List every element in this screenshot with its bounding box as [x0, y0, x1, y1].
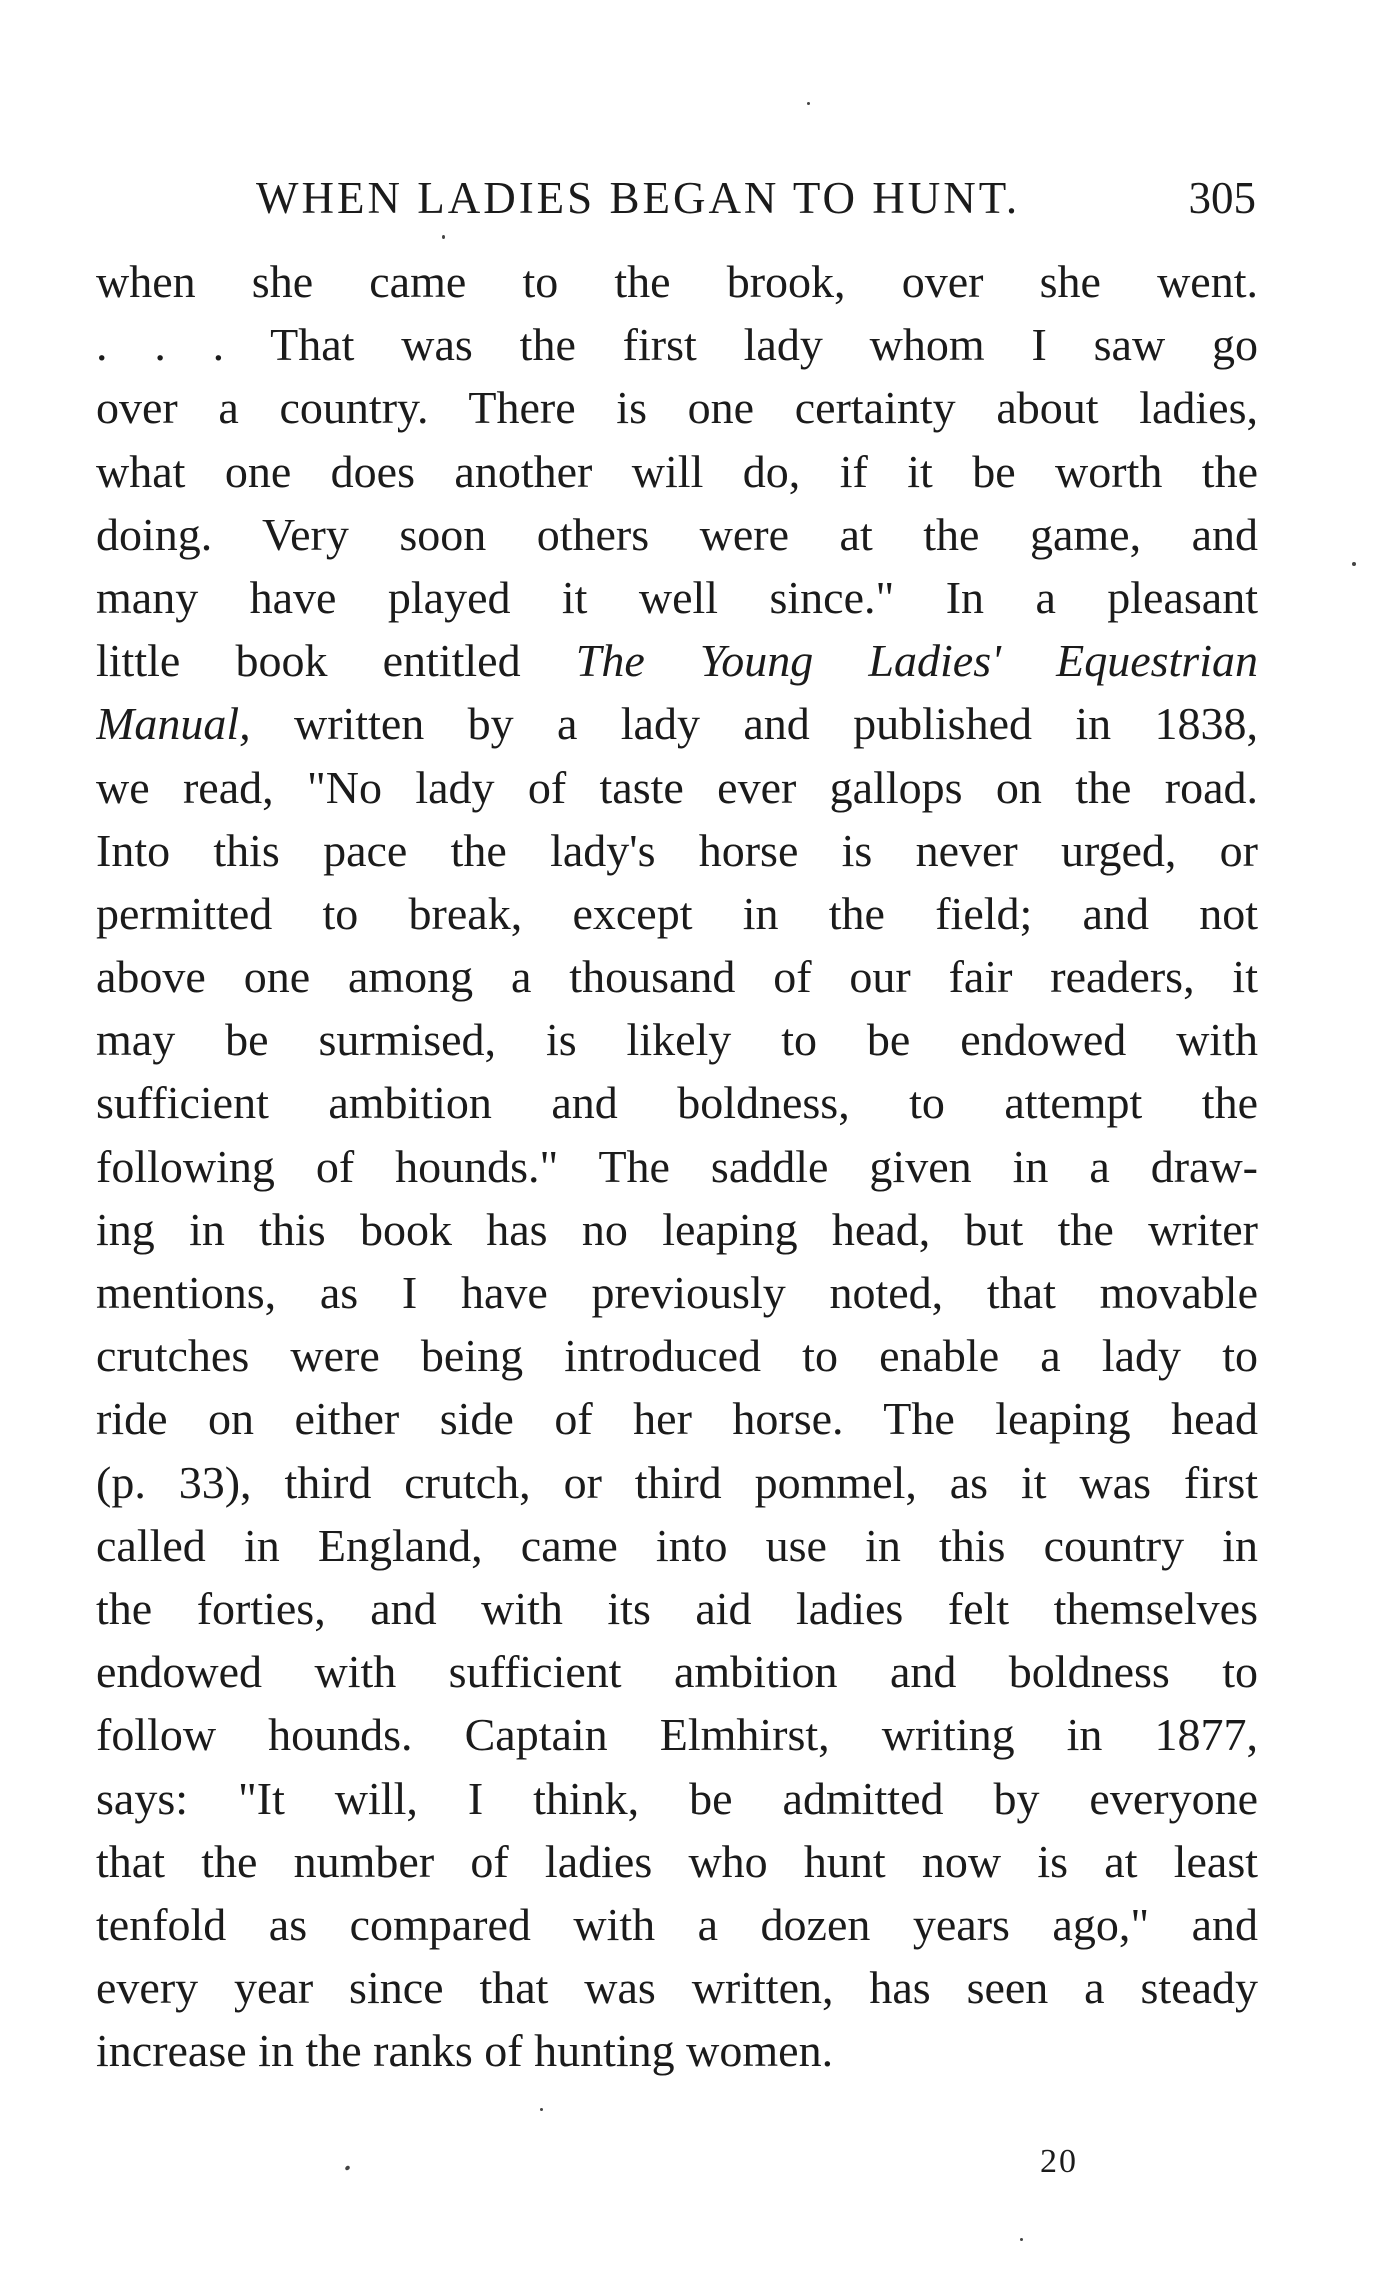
text-line: over a country. There is one certainty about ladies,: [96, 382, 1258, 434]
print-speck: [442, 235, 445, 239]
text-span: written by a lady and published in 1838,: [250, 698, 1258, 750]
text-line: follow hounds. Captain Elmhirst, writing in 1877,: [96, 1709, 1258, 1761]
text-line: every year since that was written, has seen a steady: [96, 1962, 1258, 2014]
text-line: increase in the ranks of hunting women.: [96, 2025, 834, 2077]
print-speck: [1020, 2238, 1023, 2241]
text-line: many have played it well since." In a pleasant: [96, 571, 1258, 623]
text-line: following of hounds." The saddle given in a draw-: [96, 1140, 1258, 1192]
print-speck: [540, 2108, 543, 2111]
page-number: 305: [1188, 173, 1256, 223]
text-line: tenfold as compared with a dozen years ago," and: [96, 1898, 1258, 1950]
text-line: sufficient ambition and boldness, to attempt the: [96, 1077, 1258, 1129]
text-line: ride on either side of her horse. The leaping head: [96, 1393, 1258, 1445]
text-line: when she came to the brook, over she went.: [96, 256, 1258, 307]
text-line: [96, 692, 1258, 755]
print-speck: [807, 102, 810, 105]
text-line: called in England, came into use in this country in: [96, 1519, 1258, 1571]
text-line: what one does another will do, if it be worth the: [96, 445, 1258, 497]
print-speck: [344, 2165, 350, 2171]
text-line: doing. Very soon others were at the game, and: [96, 508, 1258, 560]
text-line: ing in this book has no leaping head, but the writer: [96, 1203, 1258, 1255]
book-title-italic: Manual,: [96, 698, 251, 750]
signature-mark: 20: [1040, 2143, 1078, 2180]
print-speck: [1352, 562, 1356, 566]
text-line: above one among a thousand of our fair readers, it: [96, 951, 1258, 1003]
text-line: Into this pace the lady's horse is never urged, or: [96, 824, 1258, 876]
text-line: we read, "No lady of taste ever gallops on the road.: [96, 761, 1258, 813]
text-line: mentions, as I have previously noted, that movable: [96, 1267, 1258, 1318]
running-title: WHEN LADIES BEGAN TO HUNT.: [256, 173, 1021, 223]
running-head: [96, 168, 1256, 228]
text-line: permitted to break, except in the field; and not: [96, 887, 1258, 939]
text-line: endowed with sufficient ambition and boldness to: [96, 1646, 1258, 1698]
text-line: may be surmised, is likely to be endowed with: [96, 1014, 1258, 1066]
text-line: . . . That was the first lady whom I saw go: [96, 319, 1258, 371]
body-text: [96, 250, 1258, 2082]
text-line: [96, 629, 1258, 692]
text-line: that the number of ladies who hunt now is at least: [96, 1835, 1258, 1887]
text-line: says: "It will, I think, be admitted by everyone: [96, 1772, 1258, 1824]
text-line: crutches were being introduced to enable a lady to: [96, 1330, 1258, 1382]
text-span: little book entitled: [96, 635, 576, 687]
text-line: the forties, and with its aid ladies felt themselves: [96, 1582, 1258, 1634]
text-line: (p. 33), third crutch, or third pommel, as it was first: [96, 1456, 1258, 1508]
book-title-italic: The Young Ladies' Equestrian: [575, 635, 1258, 687]
